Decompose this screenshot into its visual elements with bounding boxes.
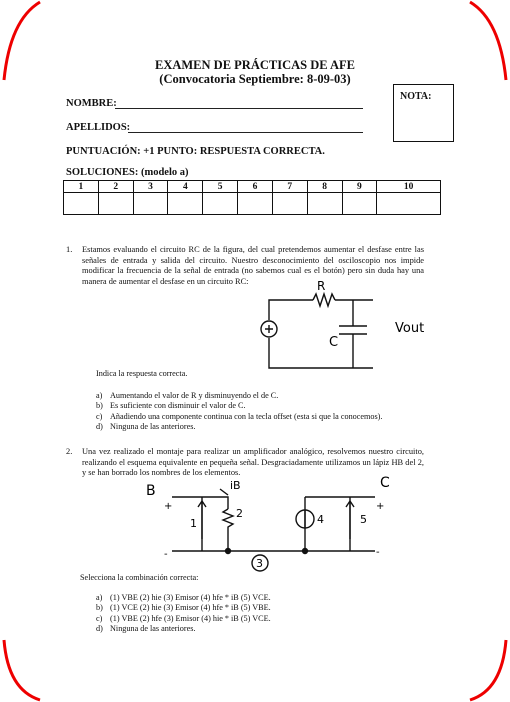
nombre-label: NOMBRE: [66, 98, 117, 109]
option-letter: b) [96, 401, 103, 411]
nota-label: NOTA: [400, 91, 432, 102]
soluciones-answer-row [64, 193, 441, 215]
q2-option-b[interactable] [96, 603, 271, 613]
q1-text: Estamos evaluando el circuito RC de la figura, del cual pretendemos aumentar el desfase entre las señales de entrada y salida del circuito. Nuestro desconocimiento del osciloscopio nos impide modificar la frecuencia de la señal de entrada (no sabemos cual es el botón) pero sin duda hay una manera de aumentar el desfase en un circuito RC: [82, 245, 424, 286]
option-text: Es suficiente con disminuir el valor de C. [110, 401, 246, 411]
q2-option-a[interactable] [96, 593, 271, 603]
element-4-label: 4 [317, 513, 324, 526]
sol-answer-cell[interactable] [133, 193, 168, 215]
resistor-label: R [317, 280, 326, 293]
sol-answer-cell[interactable] [168, 193, 203, 215]
q1-option-b[interactable] [96, 401, 382, 411]
option-letter: a) [96, 593, 103, 602]
option-letter: c) [96, 411, 103, 421]
element-1-label: 1 [190, 517, 197, 530]
soluciones-label: SOLUCIONES: (modelo a) [66, 167, 189, 178]
sol-col-header: 9 [342, 181, 377, 193]
option-letter: a) [96, 391, 103, 400]
option-letter: b) [96, 603, 103, 613]
sol-col-header: 2 [98, 181, 133, 193]
sol-answer-cell[interactable] [64, 193, 99, 215]
q2-text: Una vez realizado el montaje para realizar un amplificador analógico, resolvemos nuestro circuito, realizando el esquema equivalente en pequeña señal. Desgraciadamente utilizamos un lápiz HB del 2, y se han borrado los nombres de los elementos. [82, 447, 424, 478]
base-plus-sign: + [164, 501, 173, 512]
sol-answer-cell[interactable] [272, 193, 307, 215]
option-letter: c) [96, 613, 103, 623]
q2-number: 2. [66, 447, 73, 456]
q1-options [96, 391, 382, 433]
option-text: (1) VBE (2) hie (3) Emisor (4) hfe * iB (5) VCE. [110, 593, 271, 602]
base-minus-sign: - [164, 549, 168, 560]
exam-subtitle: (Convocatoria Septiembre: 8-09-03) [159, 72, 351, 86]
q2-options [96, 593, 271, 635]
small-signal-circuit-figure [140, 475, 400, 575]
puntuacion-text: PUNTUACIÓN: +1 PUNTO: RESPUESTA CORRECTA. [66, 146, 325, 157]
apellidos-field[interactable] [128, 132, 363, 133]
sol-answer-cell[interactable] [342, 193, 377, 215]
sol-col-header: 1 [64, 181, 99, 193]
nota-box[interactable] [393, 84, 454, 142]
soluciones-table [63, 180, 441, 215]
sol-answer-cell[interactable] [203, 193, 238, 215]
base-label: B [146, 483, 156, 499]
sol-col-header: 10 [377, 181, 441, 193]
apellidos-label: APELLIDOS: [66, 122, 131, 133]
option-text: (1) VBE (2) hfe (3) Emisor (4) hie * iB (5) VCE. [110, 613, 271, 623]
option-text: Ninguna de las anteriores. [110, 422, 196, 432]
sol-col-header: 7 [272, 181, 307, 193]
rc-circuit-figure [255, 280, 435, 380]
capacitor-label: C [329, 335, 339, 350]
option-letter: d) [96, 422, 103, 432]
nombre-field[interactable] [115, 108, 363, 109]
sol-col-header: 8 [307, 181, 342, 193]
vout-label: Vout [395, 321, 425, 336]
element-5-label: 5 [360, 513, 367, 526]
sol-col-header: 4 [168, 181, 203, 193]
q1-number: 1. [66, 245, 73, 254]
collector-minus-sign: - [376, 547, 380, 558]
sol-answer-cell[interactable] [307, 193, 342, 215]
element-2-label: 2 [236, 507, 243, 520]
q2-option-c[interactable] [96, 614, 271, 624]
sol-col-header: 6 [238, 181, 273, 193]
sol-answer-cell[interactable] [377, 193, 441, 215]
collector-plus-sign: + [376, 501, 385, 512]
q1-instruction: Indica la respuesta correcta. [96, 369, 188, 378]
q2-option-d[interactable] [96, 624, 271, 634]
sol-col-header: 3 [133, 181, 168, 193]
sol-col-header: 5 [203, 181, 238, 193]
option-letter: d) [96, 624, 103, 634]
q2-instruction: Selecciona la combinación correcta: [80, 573, 199, 582]
sol-answer-cell[interactable] [238, 193, 273, 215]
ib-label: iB [230, 479, 241, 492]
option-text: Ninguna de las anteriores. [110, 624, 196, 634]
element-3-label: 3 [256, 557, 263, 570]
q1-option-c[interactable] [96, 412, 382, 422]
option-text: Aumentando el valor de R y disminuyendo el de C. [110, 391, 279, 400]
option-text: Añadiendo una componente continua con la tecla offset (esta si que la conocemos). [110, 411, 383, 421]
q1-option-a[interactable] [96, 391, 382, 401]
q1-option-d[interactable] [96, 422, 382, 432]
sol-answer-cell[interactable] [98, 193, 133, 215]
exam-title: EXAMEN DE PRÁCTICAS DE AFE [154, 58, 356, 72]
collector-label: C [380, 475, 390, 491]
soluciones-header-row [64, 181, 441, 193]
option-text: (1) VCE (2) hie (3) Emisor (4) hfe * iB (5) VBE. [110, 603, 271, 613]
